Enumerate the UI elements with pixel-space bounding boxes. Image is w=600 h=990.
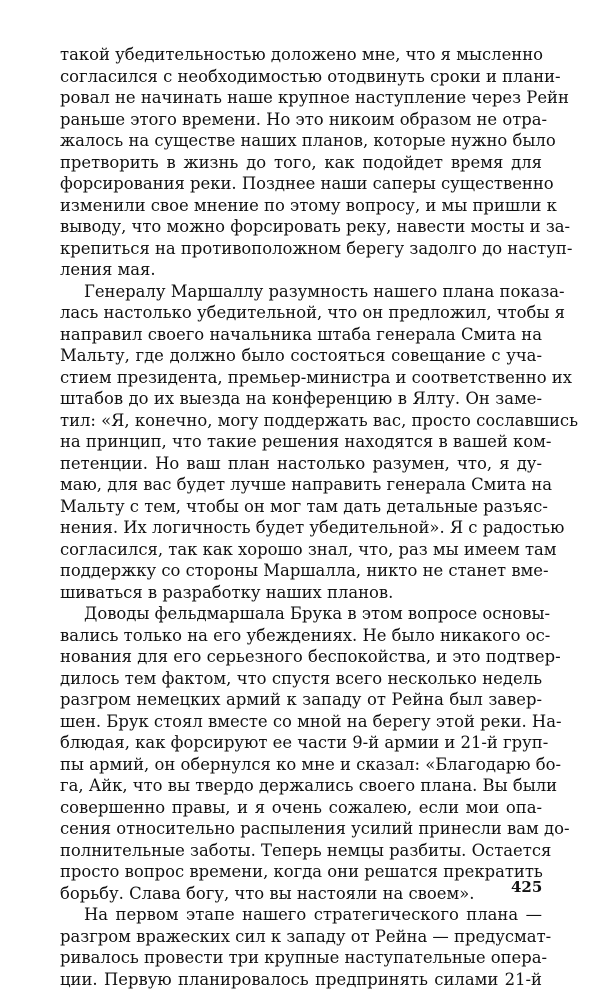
text-line: согласился с необходимостью отодвинуть сроки и плани- <box>60 66 542 88</box>
text-line: нования для его серьезного беспокойства, и это подтвер- <box>60 646 542 668</box>
text-line: На первом этапе нашего стратегического плана — <box>60 904 542 926</box>
text-line: раньше этого времени. Но это никоим образом не отра- <box>60 109 542 131</box>
text-line: шен. Брук стоял вместе со мной на берегу этой реки. На- <box>60 711 542 733</box>
text-line: Генералу Маршаллу разумность нашего плана показа- <box>60 281 542 303</box>
text-line: шиваться в разработку наших планов. <box>60 582 542 604</box>
text-line: такой убедительностью доложено мне, что я мысленно <box>60 44 542 66</box>
text-line: вались только на его убеждениях. Не было никакого ос- <box>60 625 542 647</box>
text-line: тил: «Я, конечно, могу поддержать вас, просто сославшись <box>60 410 542 432</box>
text-line: Мальту с тем, чтобы он мог там дать детальные разъяс- <box>60 496 542 518</box>
text-line: ривалось провести три крупные наступательные опера- <box>60 947 542 969</box>
text-line: жалось на существе наших планов, которые нужно было <box>60 130 542 152</box>
text-line: согласился, так как хорошо знал, что, раз мы имеем там <box>60 539 542 561</box>
text-line: сения относительно распыления усилий принесли вам до- <box>60 818 542 840</box>
text-line: ровал не начинать наше крупное наступление через Рейн <box>60 87 542 109</box>
text-line: блюдая, как форсируют ее части 9-й армии и 21-й груп- <box>60 732 542 754</box>
text-line: нения. Их логичность будет убедительной». Я с радостью <box>60 517 542 539</box>
text-line: крепиться на противоположном берегу задолго до наступ- <box>60 238 542 260</box>
body-text <box>60 44 542 990</box>
text-line: лась настолько убедительной, что он предложил, чтобы я <box>60 302 542 324</box>
text-line: полнительные заботы. Теперь немцы разбиты. Остается <box>60 840 542 862</box>
text-line: совершенно правы, и я очень сожалею, если мои опа- <box>60 797 542 819</box>
text-line: борьбу. Слава богу, что вы настояли на своем». <box>60 883 542 905</box>
text-line: разгром немецких армий к западу от Рейна был завер- <box>60 689 542 711</box>
text-line: Мальту, где должно было состояться совещание с уча- <box>60 345 542 367</box>
text-line: направил своего начальника штаба генерала Смита на <box>60 324 542 346</box>
text-line: ления мая. <box>60 259 542 281</box>
text-line: га, Айк, что вы твердо держались своего плана. Вы были <box>60 775 542 797</box>
text-line: претворить в жизнь до того, как подойдет время для <box>60 152 542 174</box>
text-line: форсирования реки. Позднее наши саперы существенно <box>60 173 542 195</box>
text-line: пы армий, он обернулся ко мне и сказал: «Благодарю бо- <box>60 754 542 776</box>
text-line: разгром вражеских сил к западу от Рейна — предусмат- <box>60 926 542 948</box>
text-line: штабов до их выезда на конференцию в Ялту. Он заме- <box>60 388 542 410</box>
text-line: выводу, что можно форсировать реку, навести мосты и за- <box>60 216 542 238</box>
text-line: ции. Первую планировалось предпринять силами 21-й <box>60 969 542 990</box>
text-line: поддержку со стороны Маршалла, никто не станет вме- <box>60 560 542 582</box>
text-line: дилось тем фактом, что спустя всего несколько недель <box>60 668 542 690</box>
text-line: Доводы фельдмаршала Брука в этом вопросе основы- <box>60 603 542 625</box>
text-line: изменили свое мнение по этому вопросу, и мы пришли к <box>60 195 542 217</box>
page-number: 425 <box>511 878 542 896</box>
text-line: стием президента, премьер-министра и соответственно их <box>60 367 542 389</box>
text-line: петенции. Но ваш план настолько разумен, что, я ду- <box>60 453 542 475</box>
text-line: маю, для вас будет лучше направить генерала Смита на <box>60 474 542 496</box>
text-line: на принцип, что такие решения находятся в вашей ком- <box>60 431 542 453</box>
text-line: просто вопрос времени, когда они решатся прекратить <box>60 861 542 883</box>
